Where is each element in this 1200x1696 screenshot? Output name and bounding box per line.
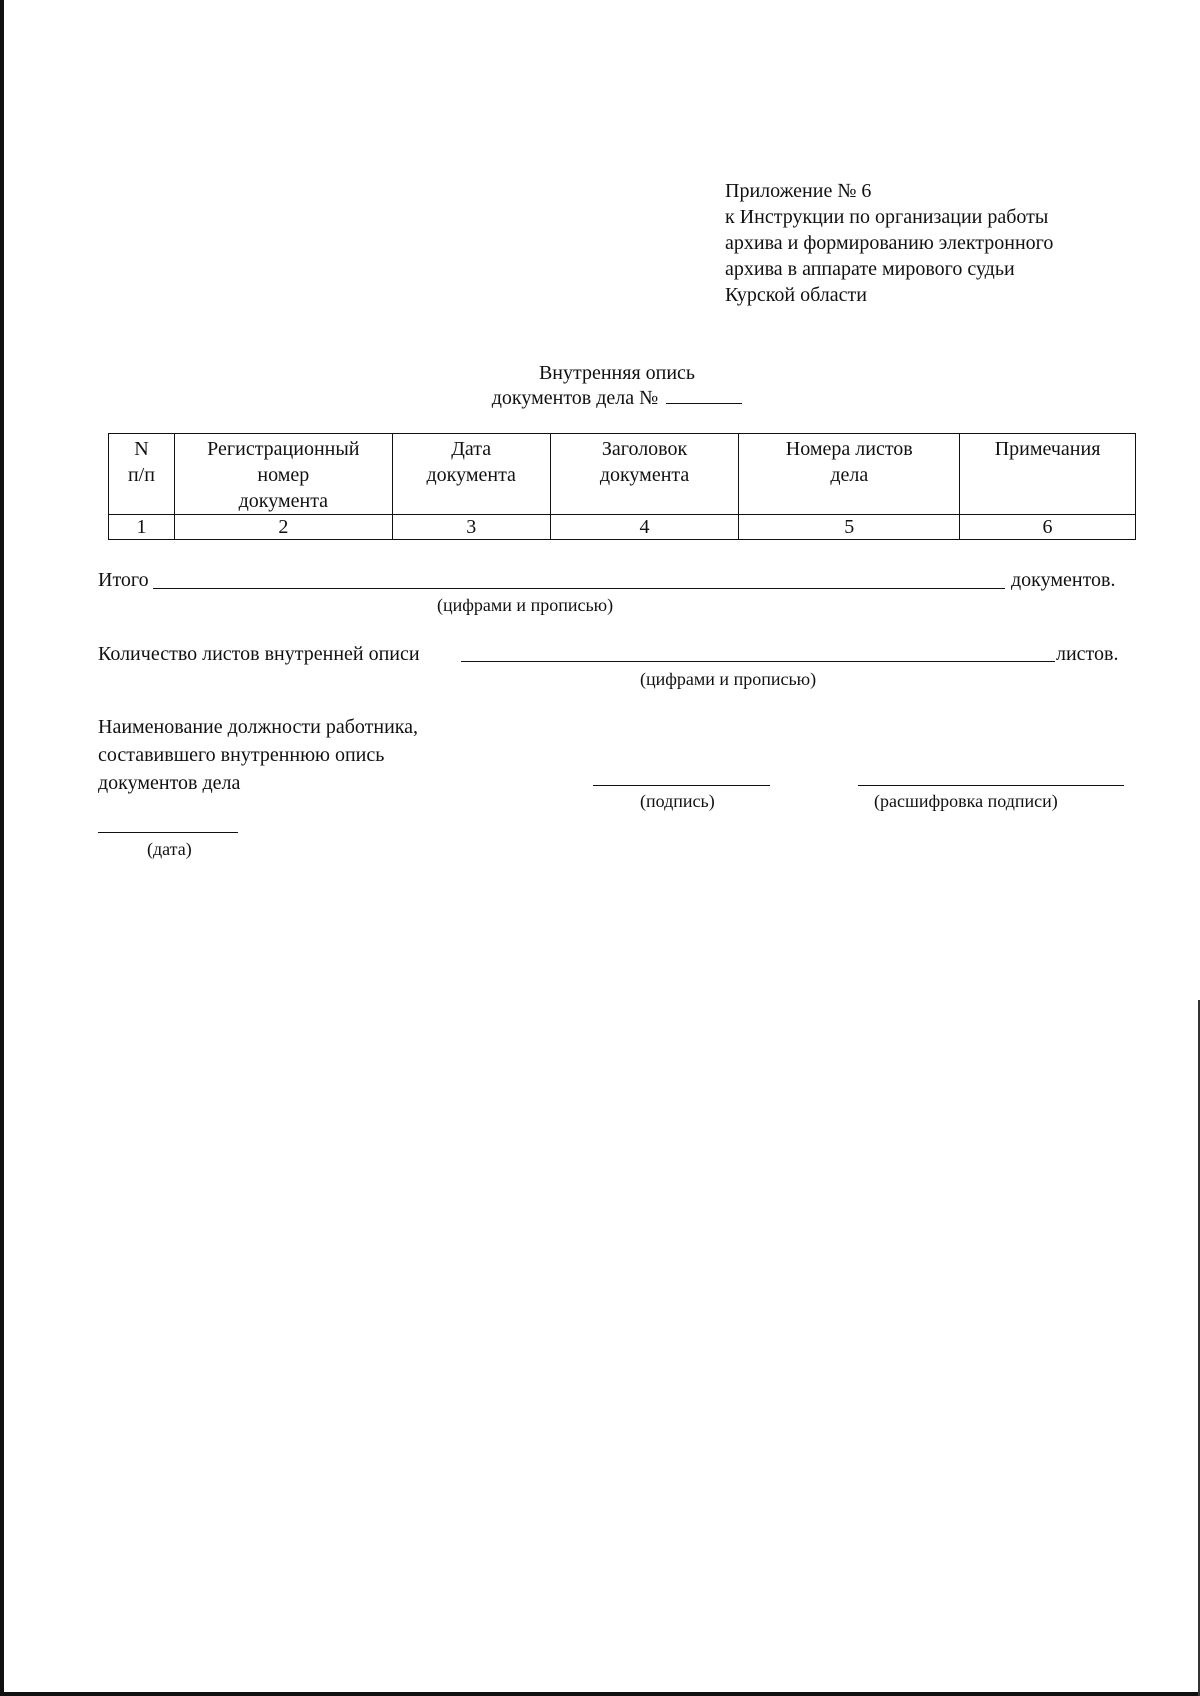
sheets-caption: (цифрами и прописью) (640, 669, 817, 689)
position-line-3: документов дела (98, 772, 241, 794)
appendix-line-3: архива и формированию электронного (725, 232, 1054, 254)
appendix-line-4: архива в аппарате мирового судьи (725, 258, 1015, 280)
column-number-cell: 1 (109, 515, 175, 540)
signature-blank-line (593, 785, 770, 786)
header-sheet-numbers: Номера листов дела (739, 434, 960, 515)
date-caption: (дата) (147, 839, 192, 859)
signature-caption: (подпись) (640, 791, 715, 811)
header-document-title: Заголовок документа (550, 434, 739, 515)
column-number-cell: 2 (174, 515, 392, 540)
appendix-line-5: Курской области (725, 284, 867, 306)
table-header-row (109, 434, 1136, 515)
position-line-2: составившего внутреннюю опись (98, 744, 385, 766)
signature-decode-caption: (расшифровка подписи) (874, 791, 1058, 811)
position-title (98, 713, 418, 797)
appendix-line-1: Приложение № 6 (725, 180, 872, 202)
inventory-table (108, 433, 1136, 540)
scan-edge-left (0, 0, 4, 1696)
column-number-cell: 6 (960, 515, 1136, 540)
position-line-1: Наименование должности работника, (98, 716, 419, 738)
document-subtitle (0, 385, 1200, 411)
sheets-label: Количество листов внутренней описи (98, 643, 420, 665)
total-suffix: документов. (1011, 569, 1116, 591)
sheets-suffix: листов. (1056, 643, 1119, 665)
column-number-cell: 3 (392, 515, 550, 540)
total-label: Итого (98, 569, 149, 591)
column-number-cell: 4 (550, 515, 739, 540)
header-notes: Примечания (960, 434, 1136, 515)
total-blank-line (153, 588, 1005, 589)
case-number-blank (666, 385, 742, 404)
sheets-blank-line (461, 661, 1055, 662)
scan-edge-bottom (0, 1692, 1200, 1696)
total-caption: (цифрами и прописью) (437, 595, 614, 615)
document-title: Внутренняя опись (538, 362, 696, 384)
table-row (109, 515, 1136, 540)
subtitle-text: документов дела № (491, 387, 659, 409)
appendix-header (725, 178, 1053, 308)
signature-decode-blank-line (858, 785, 1124, 786)
header-document-date: Дата документа (392, 434, 550, 515)
appendix-line-2: к Инструкции по организации работы (725, 206, 1049, 228)
header-registration-number: Регистрационный номер документа (174, 434, 392, 515)
header-number: N п/п (109, 434, 175, 515)
column-number-cell: 5 (739, 515, 960, 540)
date-blank-line (98, 832, 238, 833)
